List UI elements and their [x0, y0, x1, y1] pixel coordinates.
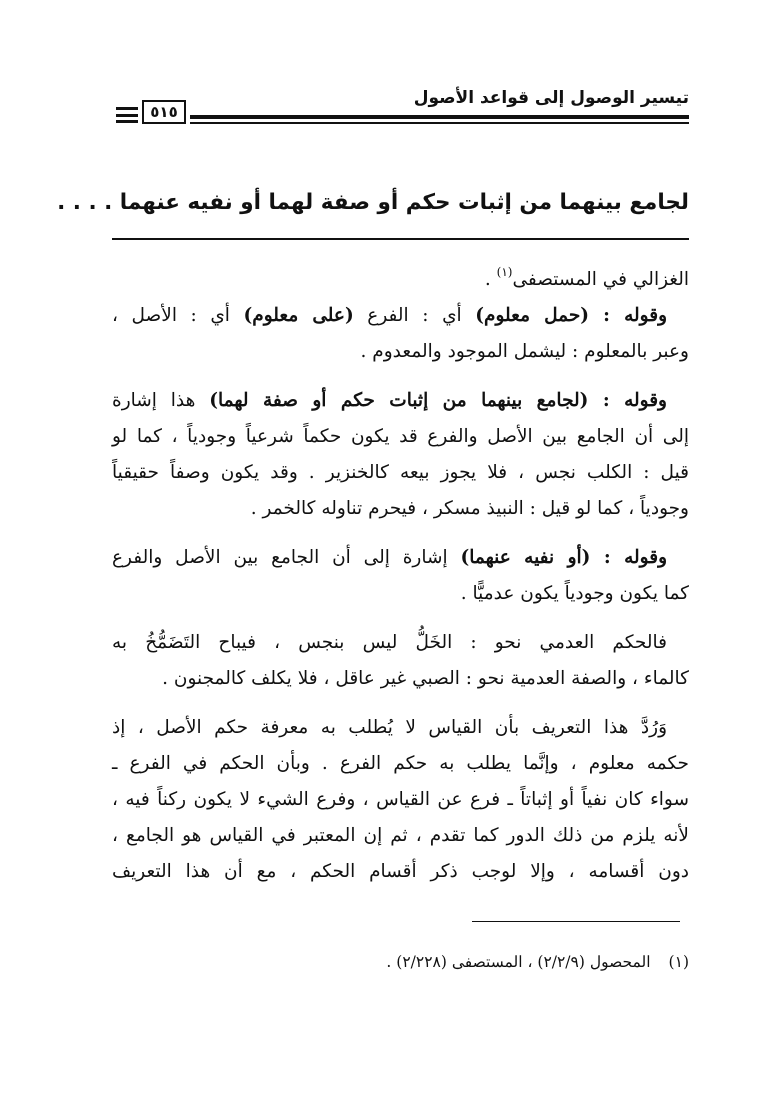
page-number-ornament-top [116, 107, 138, 110]
matn-text: لجامع بينهما من إثبات حكم أو صفة لهما أو نفيه عنهما . . . . [57, 190, 689, 215]
running-header [112, 88, 689, 128]
explanation-text: أي : الفرع [353, 305, 476, 326]
paragraph-2-line-2: وعبر بالمعلوم : ليشمل الموجود والمعدوم . [360, 341, 689, 362]
paragraph-2-line-1 [112, 298, 689, 334]
footnote-1 [112, 953, 689, 971]
quote-intro: وقوله : [589, 305, 668, 326]
paragraph-1-line-1 [112, 254, 689, 298]
running-title: تيسير الوصول إلى قواعد الأصول [413, 88, 689, 108]
paragraph-6-line-1 [112, 710, 689, 746]
paragraph-6-text: وَرُدَّ هذا التعريف بأن القياس لا يُطلب به معرفة حكم الأصل ، إذ [112, 717, 667, 738]
paragraph-3-line-1 [112, 383, 689, 419]
paragraph-5-line-1 [112, 625, 689, 661]
paragraph-6-line-2: حكمه معلوم ، وإنَّما يطلب به حكم الفرع . وبأن الحكم في الفرع ـ [112, 753, 689, 774]
quoted-term: (حمل معلوم) [475, 305, 590, 326]
matn-separator-rule [112, 238, 689, 240]
quote-intro: وقوله : [590, 547, 668, 568]
paragraph-3-line-2: إلى أن الجامع بين الأصل والفرع قد يكون حكماً شرعياً وجودياً ، كما لو [112, 426, 689, 447]
quoted-term: (على معلوم) [243, 305, 354, 326]
paragraph-6-line-3: سواء كان نفياً أو إثباتاً ـ فرع عن القياس ، وفرع الشيء لا يكون ركناً فيه ، [112, 789, 689, 810]
paragraph-6-line-4: لأنه يلزم من ذلك الدور كما تقدم ، ثم إن المعتبر في القياس هو الجامع ، [112, 825, 689, 846]
page-number-ornament-bottom [116, 120, 138, 123]
paragraph-4-line-1 [112, 540, 689, 576]
quote-intro: وقوله : [588, 390, 667, 411]
paragraph-5-line-2: كالماء ، والصفة العدمية نحو : الصبي غير عاقل ، فلا يكلف كالمجنون . [162, 668, 689, 689]
explanation-text: أي : الأصل ، [112, 305, 244, 326]
footnote-text: المحصول (٢/٢/٩) ، المستصفى (٢/٢٢٨) . [386, 953, 651, 971]
paragraph-3-line-3: قيل : الكلب نجس ، فلا يجوز بيعه كالخنزير . وقد يكون وصفاً حقيقياً [112, 462, 689, 483]
explanation-text: إشارة إلى أن الجامع بين الأصل والفرع [112, 547, 461, 568]
footnote-marker: (١) [496, 265, 513, 279]
quoted-term: (لجامع بينهما من إثبات حكم أو صفة لهما) [209, 390, 589, 411]
footnote-number: (١) [668, 953, 689, 971]
page-number: ٥١٥ [142, 100, 186, 124]
footnote-separator-rule [472, 921, 680, 922]
quoted-term: (أو نفيه عنهما) [460, 547, 591, 568]
paragraph-6-line-5: دون أقسامه ، وإلا لوجب ذكر أقسام الحكم ، مع أن هذا التعريف [112, 861, 689, 882]
paragraph-4-line-2: كما يكون وجودياً يكون عدميًّا . [460, 583, 689, 604]
paragraph-1-end: . [484, 269, 497, 290]
header-double-rule [190, 115, 689, 124]
commentary-body [112, 254, 689, 890]
explanation-text: هذا إشارة [112, 390, 210, 411]
paragraph-3-line-4: وجودياً ، كما لو قيل : النبيذ مسكر ، فيحرم تناوله كالخمر . [250, 498, 689, 519]
paragraph-1-text: الغزالي في المستصفى [512, 269, 689, 290]
paragraph-5-text: فالحكم العدمي نحو : الخَلُّ ليس بنجس ، فيباح التَضَمُّخُ به [112, 632, 667, 653]
page-number-ornament-middle [116, 114, 138, 117]
